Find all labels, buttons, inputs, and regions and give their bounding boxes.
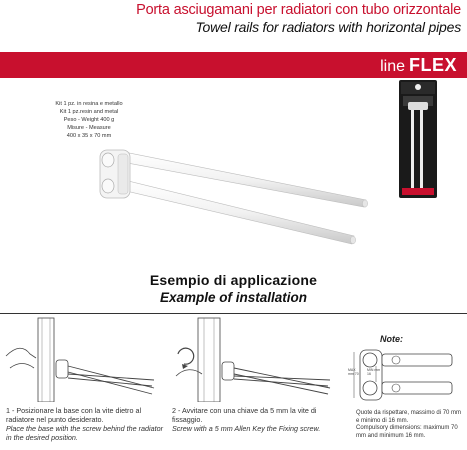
step-1-illustration: [4, 316, 164, 402]
spec-line: 400 x 35 x 70 mm: [66, 133, 112, 139]
step-2-english: Screw with a 5 mm Allen Key the Fixing screw.: [172, 424, 321, 433]
title-italian: Porta asciugamani per radiatori con tubo orizzontale: [136, 2, 461, 18]
spec-line: Peso - Weight 400 g: [63, 117, 115, 123]
note-text: [356, 410, 464, 440]
dimension-max-label: MAX mm 70: [348, 368, 359, 376]
product-specs: [34, 100, 144, 140]
dimension-diagram: [340, 344, 464, 408]
note-text-italian: Quote da rispettare, massimo di 70 mm e minimo di 16 mm.: [356, 410, 462, 424]
step-1-italian: 1 - Posizionare la base con la vite dietro al radiatore nel punto desiderato.: [6, 406, 142, 424]
product-line-band: [0, 52, 467, 78]
step-2-illustration: [168, 316, 338, 402]
spec-line: Kit 1 pz. in resina e metallo: [55, 101, 123, 107]
note-text-english: Compulsory dimensions: maximum 70 mm and minimum 16 mm.: [356, 425, 458, 439]
line-prefix: line: [380, 58, 405, 75]
line-name: FLEX: [408, 55, 457, 75]
package-image: [398, 80, 438, 198]
spec-line: Misure - Measure: [67, 125, 111, 131]
step-1-text: [6, 406, 166, 442]
product-line-label: [380, 52, 457, 78]
step-1-english: Place the base with the screw behind the radiator in the desired position.: [6, 424, 164, 442]
note-label: Note:: [380, 334, 403, 344]
spec-line: Kit 1 pz.resin and metal: [59, 109, 119, 115]
example-title-italian: Esempio di applicazione: [149, 272, 318, 288]
title-english: Towel rails for radiators with horizontal pipes: [195, 19, 461, 35]
step-2-text: [172, 406, 332, 433]
section-divider: [0, 313, 467, 314]
step-2-italian: 2 - Avvitare con una chiave da 5 mm la vite di fissaggio.: [172, 406, 317, 424]
product-image-towel-rail: [96, 140, 376, 250]
dimension-min-label: MIN mm 16: [367, 368, 381, 376]
example-title-english: Example of installation: [159, 290, 308, 305]
